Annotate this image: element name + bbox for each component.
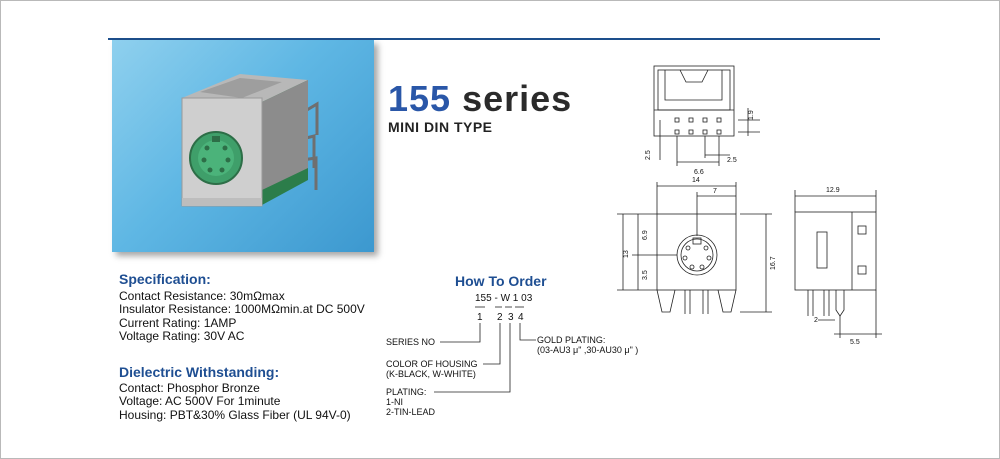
series-no-label: SERIES NO — [386, 337, 436, 347]
dim-1-9: 1.9 — [748, 110, 755, 120]
dielectric-heading: Dielectric Withstanding: — [119, 364, 280, 380]
color-housing-options: (K-BLACK, W-WHITE) — [386, 369, 476, 379]
specification-heading: Specification: — [119, 271, 211, 287]
dim-2-5-right: 2.5 — [727, 157, 737, 164]
dim-6-9: 6.9 — [642, 230, 649, 240]
plating-option-2: 2-TIN-LEAD — [386, 407, 436, 417]
spec-line: Contact Resistance: 30mΩmax — [119, 289, 285, 303]
front-view-drawing — [617, 182, 772, 314]
order-position-1: 1 — [477, 312, 483, 323]
how-to-order-heading: How To Order — [455, 273, 547, 289]
gold-plating-label: GOLD PLATING: — [537, 335, 606, 345]
color-housing-label: COLOR OF HOUSING — [386, 359, 478, 369]
dim-12-9: 12.9 — [826, 187, 840, 194]
dim-3-5: 3.5 — [642, 270, 649, 280]
dim-7: 7 — [713, 188, 717, 195]
order-position-2: 2 — [497, 312, 503, 323]
spec-line: Insulator Resistance: 1000MΩmin.at DC 500V — [119, 302, 365, 317]
plating-option-1: 1-NI — [386, 397, 404, 407]
series-number: 155 — [388, 78, 452, 119]
dim-16-7: 16.7 — [770, 256, 777, 270]
dielectric-line: Housing: PBT&30% Glass Fiber (UL 94V-0) — [119, 407, 351, 422]
dielectric-line: Contact: Phosphor Bronze — [119, 381, 260, 395]
order-code: 155 - W 1 03 — [475, 293, 533, 304]
order-position-4: 4 — [518, 312, 524, 323]
dim-14: 14 — [692, 177, 700, 184]
side-view-drawing — [795, 190, 882, 338]
top-view-drawing — [654, 66, 760, 166]
dielectric-line: Voltage: AC 500V For 1minute — [119, 394, 281, 409]
page-subtitle: MINI DIN TYPE — [388, 119, 493, 135]
spec-line: Voltage Rating: 30V AC — [119, 329, 245, 344]
spec-line: Current Rating: 1AMP — [119, 315, 237, 330]
dim-13: 13 — [623, 250, 630, 258]
plating-label: PLATING: — [386, 387, 427, 397]
order-position-3: 3 — [508, 312, 514, 323]
dim-6-6: 6.6 — [694, 169, 704, 176]
series-word: series — [451, 78, 573, 119]
dim-5-5: 5.5 — [850, 339, 860, 346]
dim-2-5-left: 2.5 — [645, 150, 652, 160]
dim-2: 2 — [814, 317, 818, 324]
gold-plating-options: (03-AU3 μ" ,30-AU30 μ" ) — [537, 345, 639, 355]
